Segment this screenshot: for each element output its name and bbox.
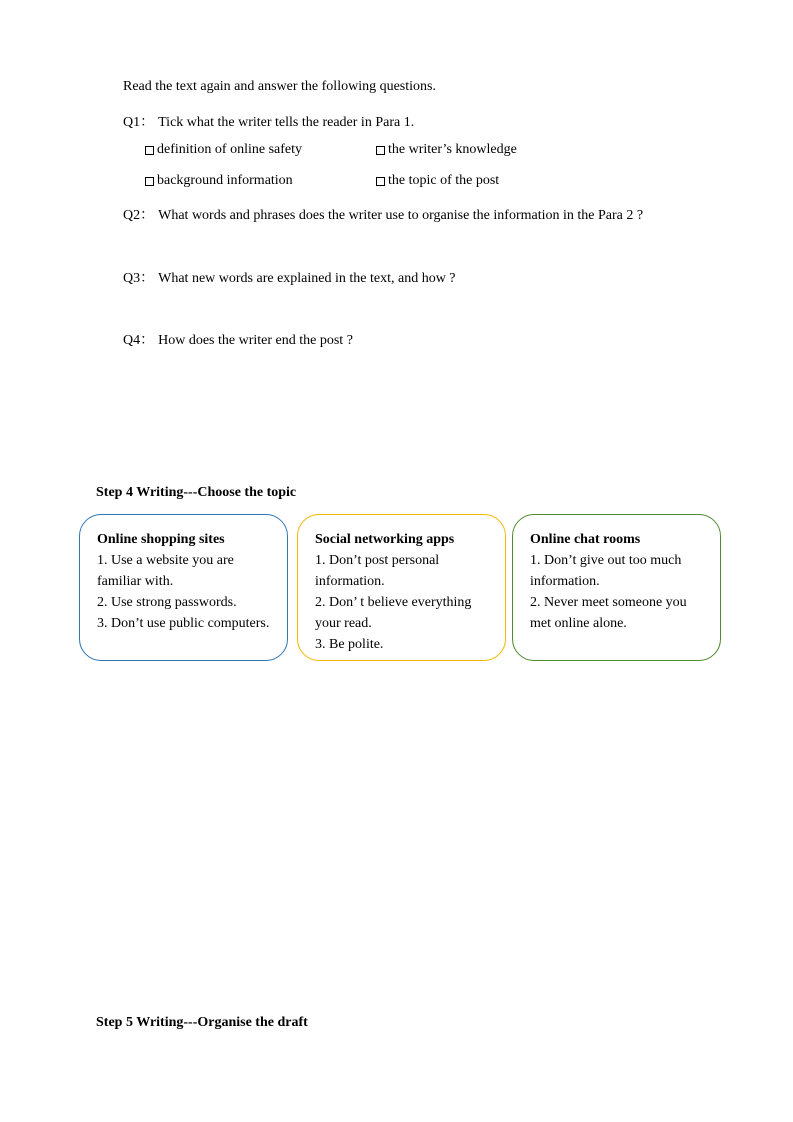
card-item: 2. Use strong passwords. <box>97 595 237 610</box>
card-item: 1. Don’t post personal information. <box>315 553 440 589</box>
card-item: 3. Be polite. <box>315 637 384 652</box>
question-1-label: Q1： <box>123 115 155 130</box>
card-title: Social networking apps <box>315 532 455 547</box>
step-5-heading: Step 5 Writing---Organise the draft <box>96 1015 308 1030</box>
checkbox-icon[interactable] <box>145 177 154 186</box>
question-1 <box>123 111 414 131</box>
question-4-label: Q4： <box>123 333 155 348</box>
topic-card-chat-rooms[interactable] <box>512 514 721 661</box>
checkbox-icon[interactable] <box>376 146 385 155</box>
option-background[interactable] <box>145 173 293 189</box>
question-2-label: Q2： <box>123 208 155 223</box>
option-label: background information <box>157 173 293 188</box>
option-label: the writer’s knowledge <box>388 142 517 157</box>
question-3 <box>123 267 456 287</box>
question-4 <box>123 329 353 349</box>
question-3-label: Q3： <box>123 271 155 286</box>
question-2-text: What words and phrases does the writer use to organise the information in the Para 2 ? <box>158 208 644 223</box>
question-4-text: How does the writer end the post ? <box>158 333 353 348</box>
card-title: Online shopping sites <box>97 532 225 547</box>
step-4-heading: Step 4 Writing---Choose the topic <box>96 485 297 500</box>
question-1-text: Tick what the writer tells the reader in Para 1. <box>158 115 415 130</box>
instruction-text: Read the text again and answer the following questions. <box>123 79 436 94</box>
card-item: 1. Don’t give out too much information. <box>530 553 682 589</box>
topic-card-social-networking[interactable] <box>297 514 506 661</box>
card-item: 2. Never meet someone you met online alone. <box>530 595 687 631</box>
checkbox-icon[interactable] <box>376 177 385 186</box>
question-2 <box>123 204 643 224</box>
option-label: the topic of the post <box>388 173 500 188</box>
card-item: 2. Don’ t believe everything your read. <box>315 595 472 631</box>
card-item: 3. Don’t use public computers. <box>97 616 270 631</box>
question-3-text: What new words are explained in the text, and how ? <box>158 271 456 286</box>
option-definition[interactable] <box>145 142 302 158</box>
topic-card-online-shopping[interactable] <box>79 514 288 661</box>
option-topic[interactable] <box>376 173 499 189</box>
option-knowledge[interactable] <box>376 142 517 158</box>
card-title: Online chat rooms <box>530 532 641 547</box>
option-label: definition of online safety <box>157 142 303 157</box>
checkbox-icon[interactable] <box>145 146 154 155</box>
card-item: 1. Use a website you are familiar with. <box>97 553 234 589</box>
